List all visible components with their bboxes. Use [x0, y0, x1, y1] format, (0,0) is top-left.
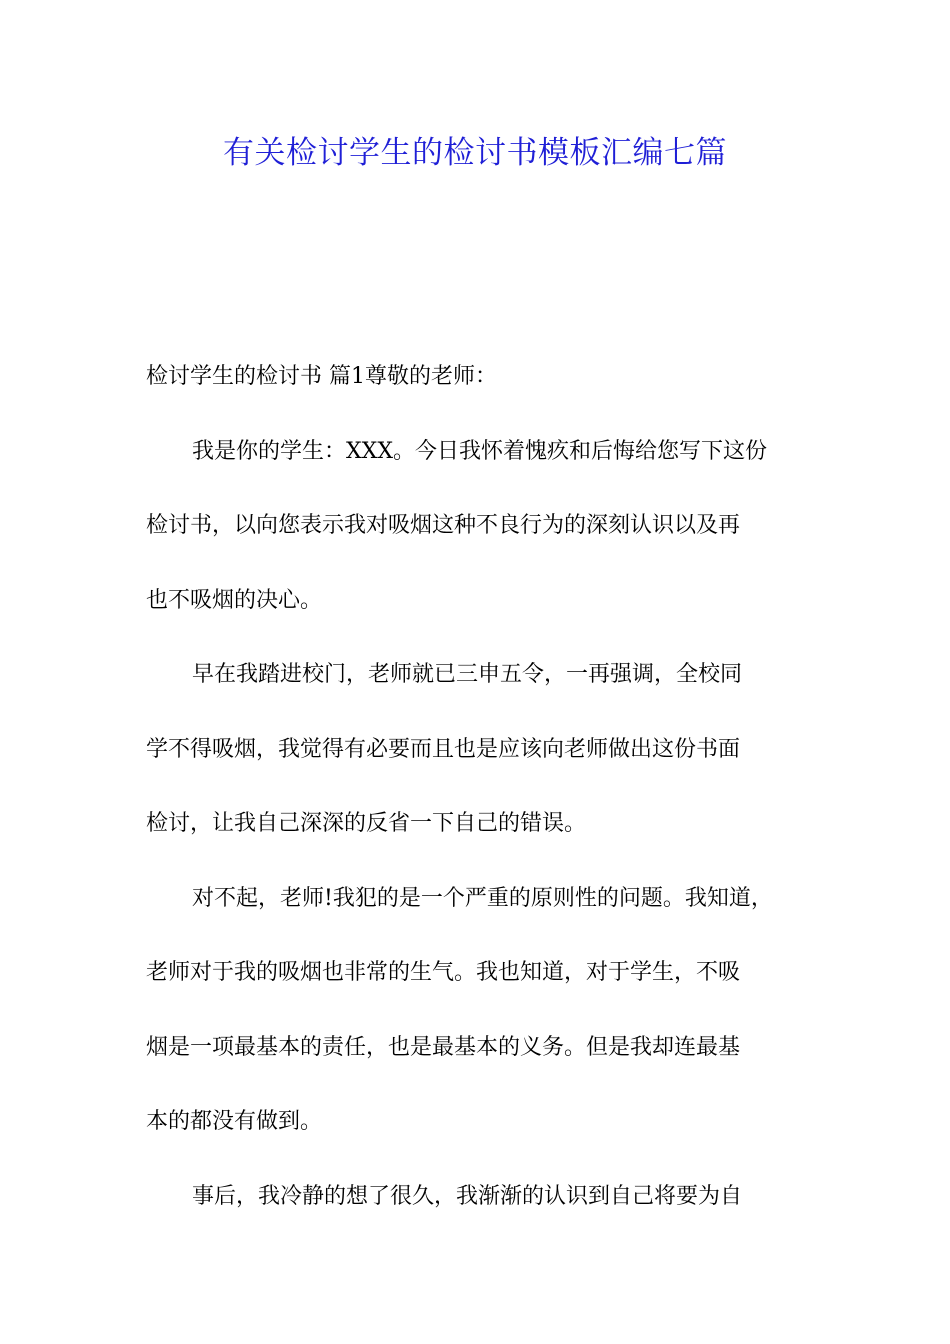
paragraph-line: 检讨，让我自己深深的反省一下自己的错误。: [146, 811, 587, 836]
paragraph-line: 本的都没有做到。: [146, 1109, 323, 1134]
document-title: 有关检讨学生的检讨书模板汇编七篇: [223, 135, 727, 171]
paragraph-line: 事后，我冷静的想了很久，我渐渐的认识到自己将要为自: [192, 1183, 743, 1209]
paragraph-line: 学不得吸烟，我觉得有必要而且也是应该向老师做出这份书面: [146, 736, 741, 762]
paragraph-line: 对不起，老师!我犯的是一个严重的原则性的问题。我知道，: [192, 885, 773, 911]
document-body: [146, 340, 808, 1234]
salutation-line: 检讨学生的检讨书 篇1尊敬的老师：: [146, 364, 497, 389]
paragraph-line: 也不吸烟的决心。: [146, 587, 323, 613]
paragraph-line: 检讨书，以向您表示我对吸烟这种不良行为的深刻认识以及再: [146, 513, 741, 538]
paragraph-line: 老师对于我的吸烟也非常的生气。我也知道，对于学生，不吸: [146, 960, 741, 985]
paragraph-line: 烟是一项最基本的责任，也是最基本的义务。但是我却连最基: [146, 1034, 741, 1060]
paragraph-line: 早在我踏进校门，老师就已三申五令，一再强调，全校同: [192, 662, 743, 687]
paragraph-line: 我是你的学生：XXX。今日我怀着愧疚和后悔给您写下这份: [192, 438, 767, 464]
